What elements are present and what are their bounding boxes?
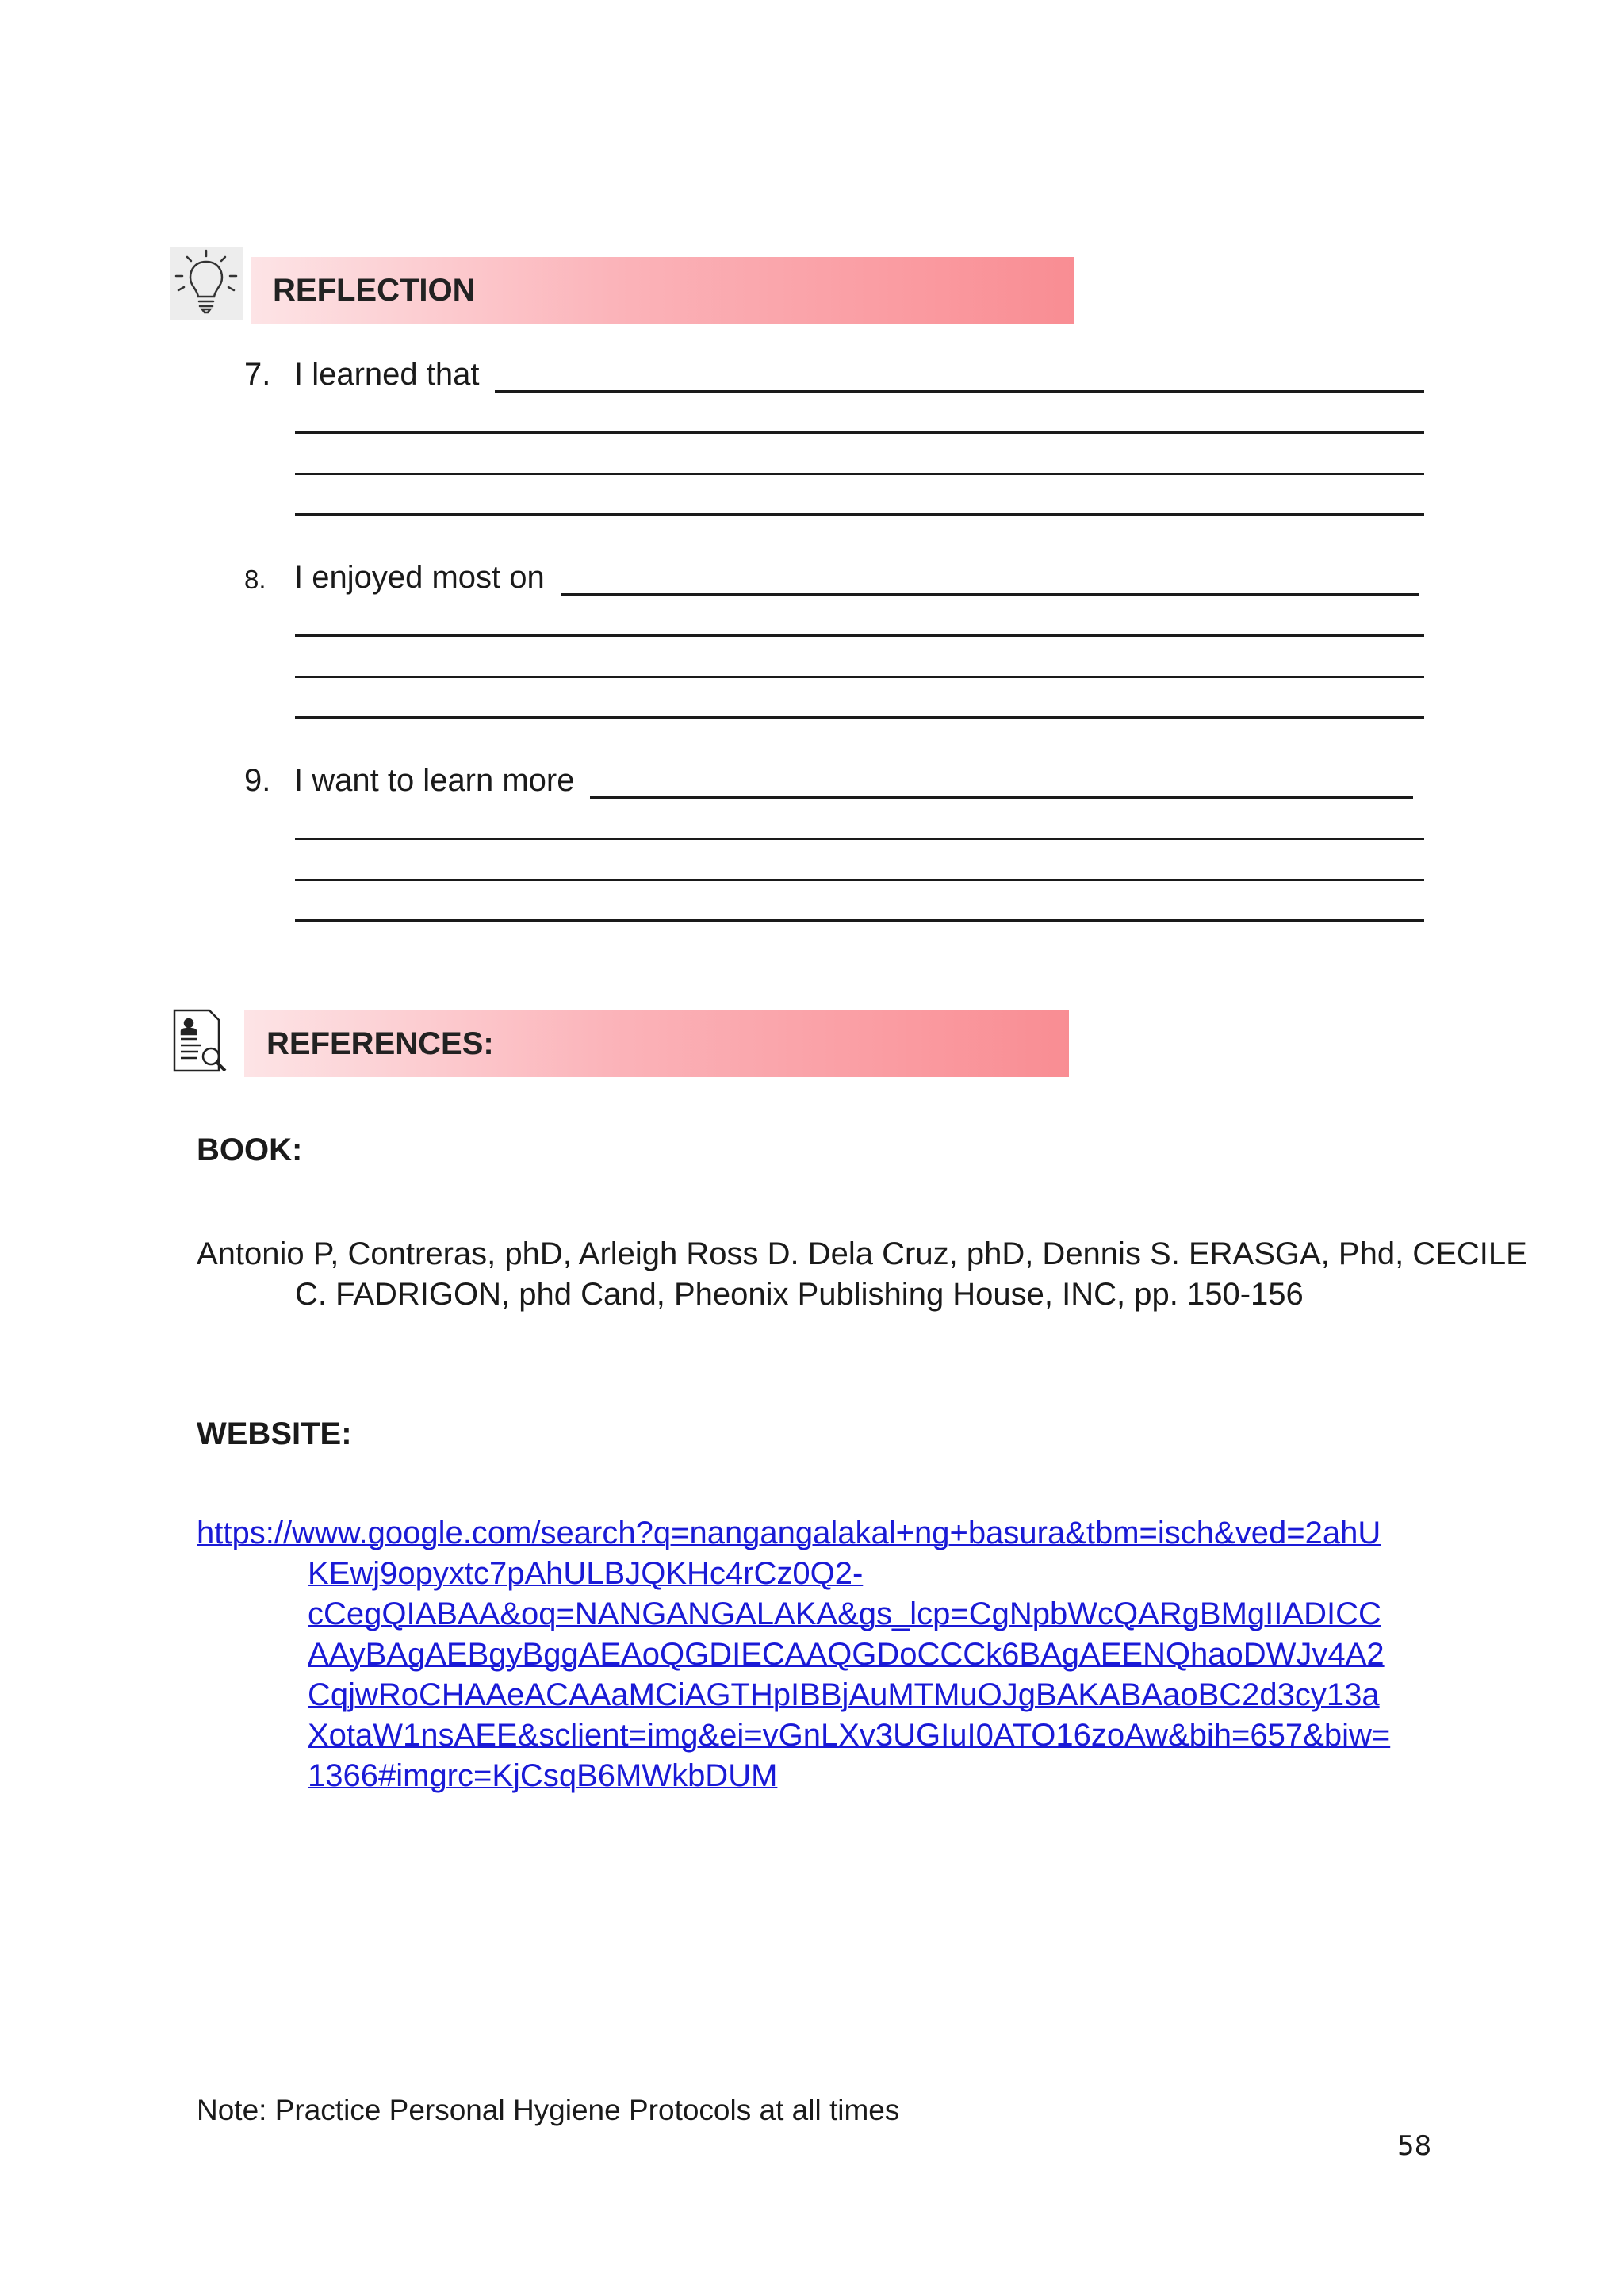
url-line[interactable]: XotaW1nsAEE&sclient=img&ei=vGnLXv3UGIuI0ATO16zoAw&bih=657&biw= <box>308 1718 1391 1753</box>
item-number: 8. <box>244 565 266 594</box>
url-line[interactable]: KEwj9opyxtc7pAhULBJQKHc4rCz0Q2- <box>308 1556 864 1591</box>
answer-line[interactable] <box>295 676 1424 678</box>
item-prompt: I learned that <box>294 357 480 392</box>
reflection-title: REFLECTION <box>273 273 476 308</box>
answer-line[interactable] <box>295 716 1424 719</box>
url-line[interactable]: AAyBAgAEBgyBggAEAoQGDIECAAQGDoCCCk6BAgAEENQhaoDWJv4A2 <box>308 1637 1385 1672</box>
page-number: 58 <box>1397 2130 1432 2162</box>
answer-line[interactable] <box>590 796 1413 799</box>
references-title: REFERENCES: <box>266 1026 494 1061</box>
url-line[interactable]: 1366#imgrc=KjCsqB6MWkbDUM <box>308 1758 778 1793</box>
lightbulb-icon <box>170 247 243 320</box>
item-prompt: I want to learn more <box>294 763 575 798</box>
url-line[interactable]: cCegQIABAA&oq=NANGANGALAKA&gs_lcp=CgNpbWcQARgBMgIIADICC <box>308 1596 1381 1631</box>
answer-line[interactable] <box>495 390 1424 393</box>
answer-line[interactable] <box>295 879 1424 881</box>
answer-line[interactable] <box>295 634 1424 637</box>
url-line[interactable]: CqjwRoCHAAeACAAaMCiAGTHpIBBjAuMTMuOJgBAKABAaoBC2d3cy13a <box>308 1677 1380 1712</box>
references-banner <box>244 1010 1069 1077</box>
reflection-banner <box>251 257 1074 324</box>
item-number: 7. <box>244 357 271 392</box>
website-url[interactable] <box>197 1513 1457 1796</box>
footer-note: Note: Practice Personal Hygiene Protocols at all times <box>197 2094 900 2126</box>
answer-line[interactable] <box>295 919 1424 922</box>
document-search-icon <box>170 1007 230 1074</box>
answer-line[interactable] <box>295 513 1424 516</box>
book-citation: Antonio P, Contreras, phD, Arleigh Ross D. Dela Cruz, phD, Dennis S. ERASGA, Phd, CECILE C. FADRIGON, phd Cand, Pheonix Publishing House, INC, pp. 150-156 <box>197 1236 1527 1312</box>
website-heading: WEBSITE: <box>197 1416 352 1451</box>
url-line[interactable]: https://www.google.com/search?q=nangangalakal+ng+basura&tbm=isch&ved=2ahU <box>197 1516 1381 1550</box>
answer-line[interactable] <box>295 838 1424 840</box>
item-prompt: I enjoyed most on <box>294 560 545 595</box>
item-number: 9. <box>244 763 271 798</box>
answer-line[interactable] <box>561 593 1419 596</box>
book-heading: BOOK: <box>197 1133 303 1167</box>
answer-line[interactable] <box>295 431 1424 434</box>
answer-line[interactable] <box>295 473 1424 475</box>
